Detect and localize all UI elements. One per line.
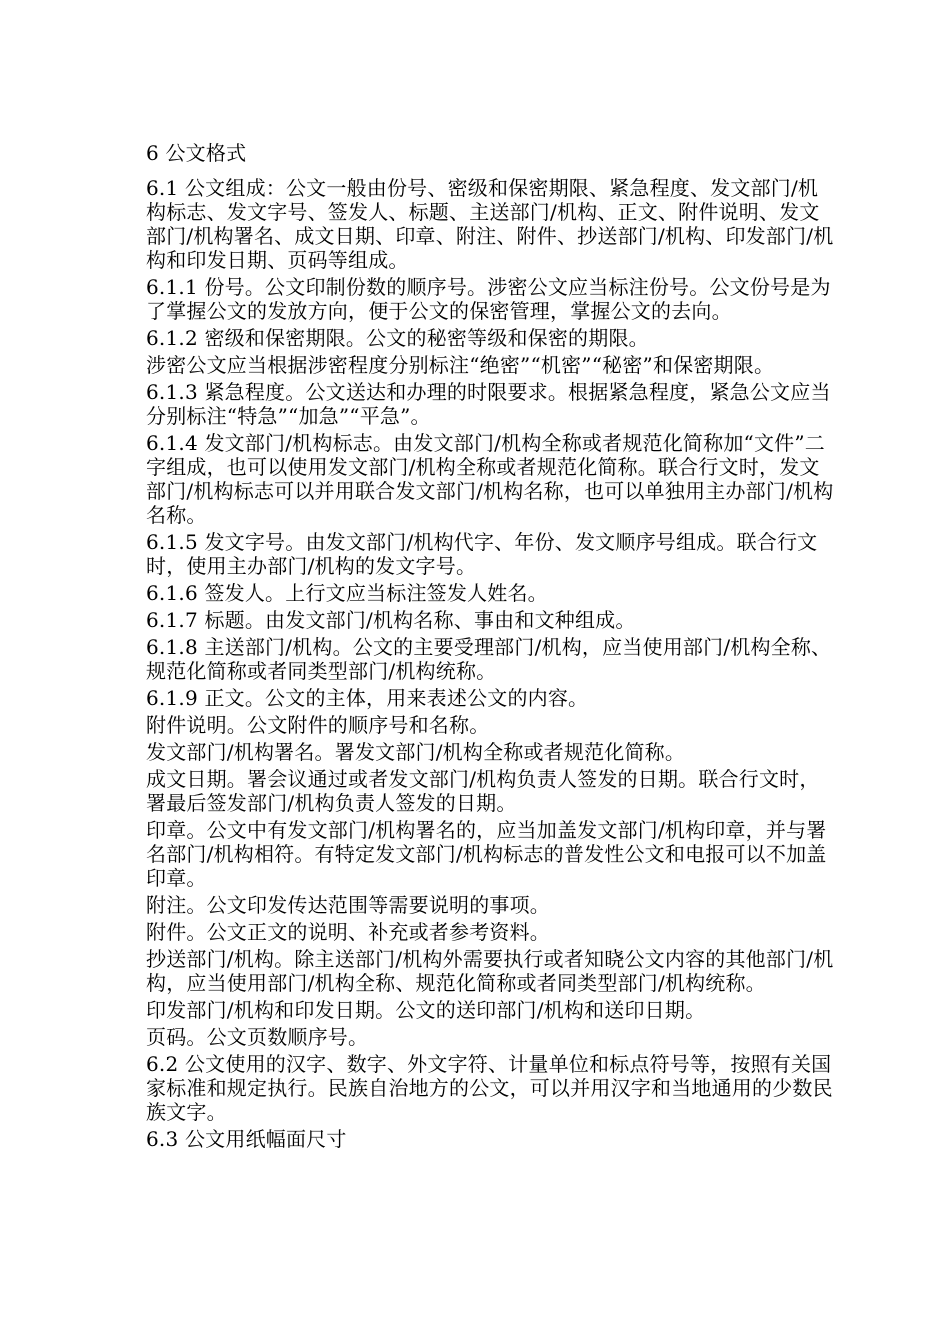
paragraph-6-1-8: 6.1.8 主送部门/机构。公文的主要受理部门/机构，应当使用部门/机构全称、规范化简称或者同类型部门/机构统称。 <box>146 635 832 683</box>
paragraph-6-1-6: 6.1.6 签发人。上行文应当标注签发人姓名。 <box>146 581 548 605</box>
paragraph-page-number: 页码。公文页数顺序号。 <box>146 1025 369 1049</box>
paragraph-attachments: 附件。公文正文的说明、补充或者参考资料。 <box>146 920 550 944</box>
paragraph-seal: 印章。公文中有发文部门/机构署名的，应当加盖发文部门/机构印章，并与署名部门/机构相符。有特定发文部门/机构标志的普发性公文和电报可以不加盖印章。 <box>146 818 827 890</box>
paragraph-cc: 抄送部门/机构。除主送部门/机构外需要执行或者知晓公文内容的其他部门/机构，应当使用部门/机构全称、规范化简称或者同类型部门/机构统称。 <box>146 947 834 995</box>
paragraph-remarks: 附注。公文印发传达范围等需要说明的事项。 <box>146 893 550 917</box>
paragraph-6-1-1: 6.1.1 份号。公文印制份数的顺序号。涉密公文应当标注份号。公文份号是为了掌握公文的发放方向，便于公文的保密管理，掌握公文的去向。 <box>146 275 831 323</box>
paragraph-6-3: 6.3 公文用纸幅面尺寸 <box>146 1127 347 1151</box>
paragraph-attachment-note: 附件说明。公文附件的顺序号和名称。 <box>146 713 490 737</box>
paragraph-6-2: 6.2 公文使用的汉字、数字、外文字符、计量单位和标点符号等，按照有关国家标准和规定执行。民族自治地方的公文，可以并用汉字和当地通用的少数民族文字。 <box>146 1052 833 1124</box>
paragraph-6-1-2: 6.1.2 密级和保密期限。公文的秘密等级和保密的期限。 <box>146 326 649 350</box>
paragraph-issuer-signature: 发文部门/机构署名。署发文部门/机构全称或者规范化简称。 <box>146 740 686 764</box>
paragraph-6-1-9: 6.1.9 正文。公文的主体，用来表述公文的内容。 <box>146 686 589 710</box>
paragraph-6-1: 6.1 公文组成：公文一般由份号、密级和保密期限、紧急程度、发文部门/机构标志、发文字号、签发人、标题、主送部门/机构、正文、附件说明、发文部门/机构署名、成文日期、印章、附注、附件、抄送部门/机构、印发部门/机构和印发日期、页码等组成。 <box>146 176 834 272</box>
section-title: 6 公文格式 <box>146 141 247 165</box>
paragraph-date: 成文日期。署会议通过或者发文部门/机构负责人签发的日期。联合行文时，署最后签发部门/机构负责人签发的日期。 <box>146 767 820 815</box>
paragraph-6-1-5: 6.1.5 发文字号。由发文部门/机构代字、年份、发文顺序号组成。联合行文时，使用主办部门/机构的发文字号。 <box>146 530 818 578</box>
paragraph-6-1-2-detail: 涉密公文应当根据涉密程度分别标注“绝密”“机密”“秘密”和保密期限。 <box>146 353 775 377</box>
paragraph-6-1-3: 6.1.3 紧急程度。公文送达和办理的时限要求。根据紧急程度，紧急公文应当分别标注“特急”“加急”“平急”。 <box>146 380 831 428</box>
document-body <box>146 138 836 1154</box>
paragraph-6-1-4: 6.1.4 发文部门/机构标志。由发文部门/机构全称或者规范化简称加“文件”二字组成，也可以使用发文部门/机构全称或者规范化简称。联合行文时，发文部门/机构标志可以并用联合发文部门/机构名称，也可以单独用主办部门/机构名称。 <box>146 431 834 527</box>
paragraph-printing: 印发部门/机构和印发日期。公文的送印部门/机构和送印日期。 <box>146 998 706 1022</box>
paragraph-6-1-7: 6.1.7 标题。由发文部门/机构名称、事由和文种组成。 <box>146 608 636 632</box>
